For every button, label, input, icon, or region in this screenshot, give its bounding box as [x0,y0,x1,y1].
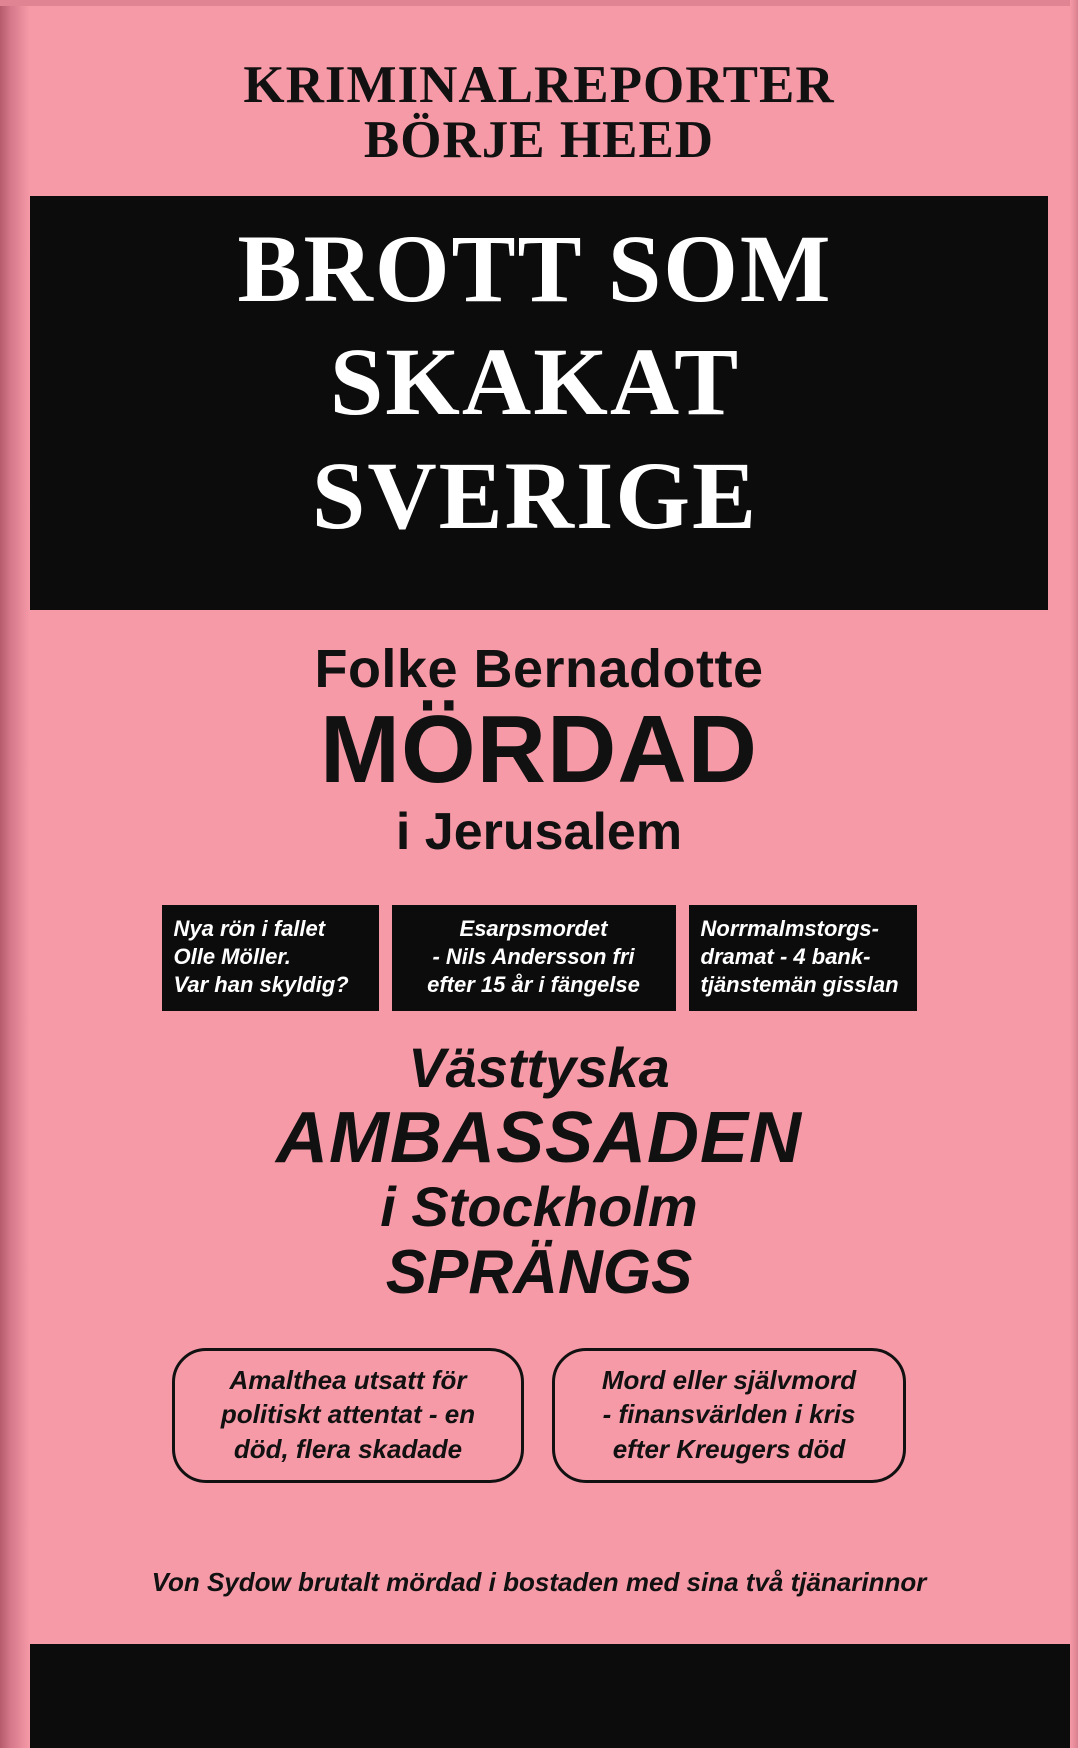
cover-top-edge [0,0,1078,6]
black-box-esarpsmordet [392,905,676,1011]
author-name: BÖRJE HEED [363,110,715,169]
rounded-box-kreuger [552,1348,906,1483]
title-line-1: BROTT SOM [237,215,833,322]
rounded-box-2-line-3: efter Kreugers död [612,1433,846,1464]
black-box-2-line-2: - Nils Andersson fri [432,944,635,970]
rounded-box-row [0,1348,1078,1483]
title-line-2: SKAKAT [329,328,741,436]
headline-bernadotte-line-3: i Jerusalem [395,803,683,861]
headline-bernadotte-line-1: Folke Bernadotte [314,639,764,699]
black-box-norrmalmstorg [689,905,917,1011]
headline-ambassaden [0,1035,1078,1307]
headline-ambassaden-line-4: SPRÄNGS [385,1238,693,1308]
rounded-box-1-line-3: död, flera skadade [233,1433,463,1464]
black-box-3-line-2: dramat - 4 bank- [700,944,871,970]
headline-ambassaden-line-1: Västtyska [408,1036,670,1099]
headline-bernadotte [0,638,1078,862]
rounded-box-2-line-2: - finansvärlden i kris [602,1399,856,1430]
black-box-3-line-1: Norrmalmstorgs- [700,916,879,941]
black-box-1-line-2: Olle Möller. [173,944,291,970]
black-box-row [0,905,1078,1011]
rounded-box-1-line-2: politiskt attentat - en [220,1399,476,1430]
bottom-caption: Von Sydow brutalt mördad i bostaden med sina två tjänarinnor [151,1567,927,1597]
black-box-olle-moller [162,905,379,1011]
headline-ambassaden-line-3: i Stockholm [380,1175,698,1239]
black-box-2-line-3: efter 15 år i fängelse [427,972,640,998]
bottom-black-bar [0,1644,1078,1748]
cover-right-edge [1070,0,1078,1748]
title-line-3: SVERIGE [311,441,759,549]
rounded-box-2-line-1: Mord eller självmord [601,1365,857,1395]
headline-bernadotte-line-2: MÖRDAD [320,696,758,803]
author-credit [0,58,1078,167]
rounded-box-1-line-1: Amalthea utsatt för [229,1365,467,1395]
black-box-1-line-1: Nya rön i fallet [173,916,326,941]
black-box-1-line-3: Var han skyldig? [173,972,349,998]
headline-ambassaden-line-2: AMBASSADEN [275,1098,803,1178]
author-role: KRIMINALREPORTER [243,56,835,114]
black-box-2-line-1: Esarpsmordet [459,916,608,941]
black-box-3-line-3: tjänstemän gisslan [700,972,899,998]
rounded-box-amalthea [172,1348,524,1483]
book-spine-shadow [0,0,30,1748]
main-title-block [22,196,1048,610]
